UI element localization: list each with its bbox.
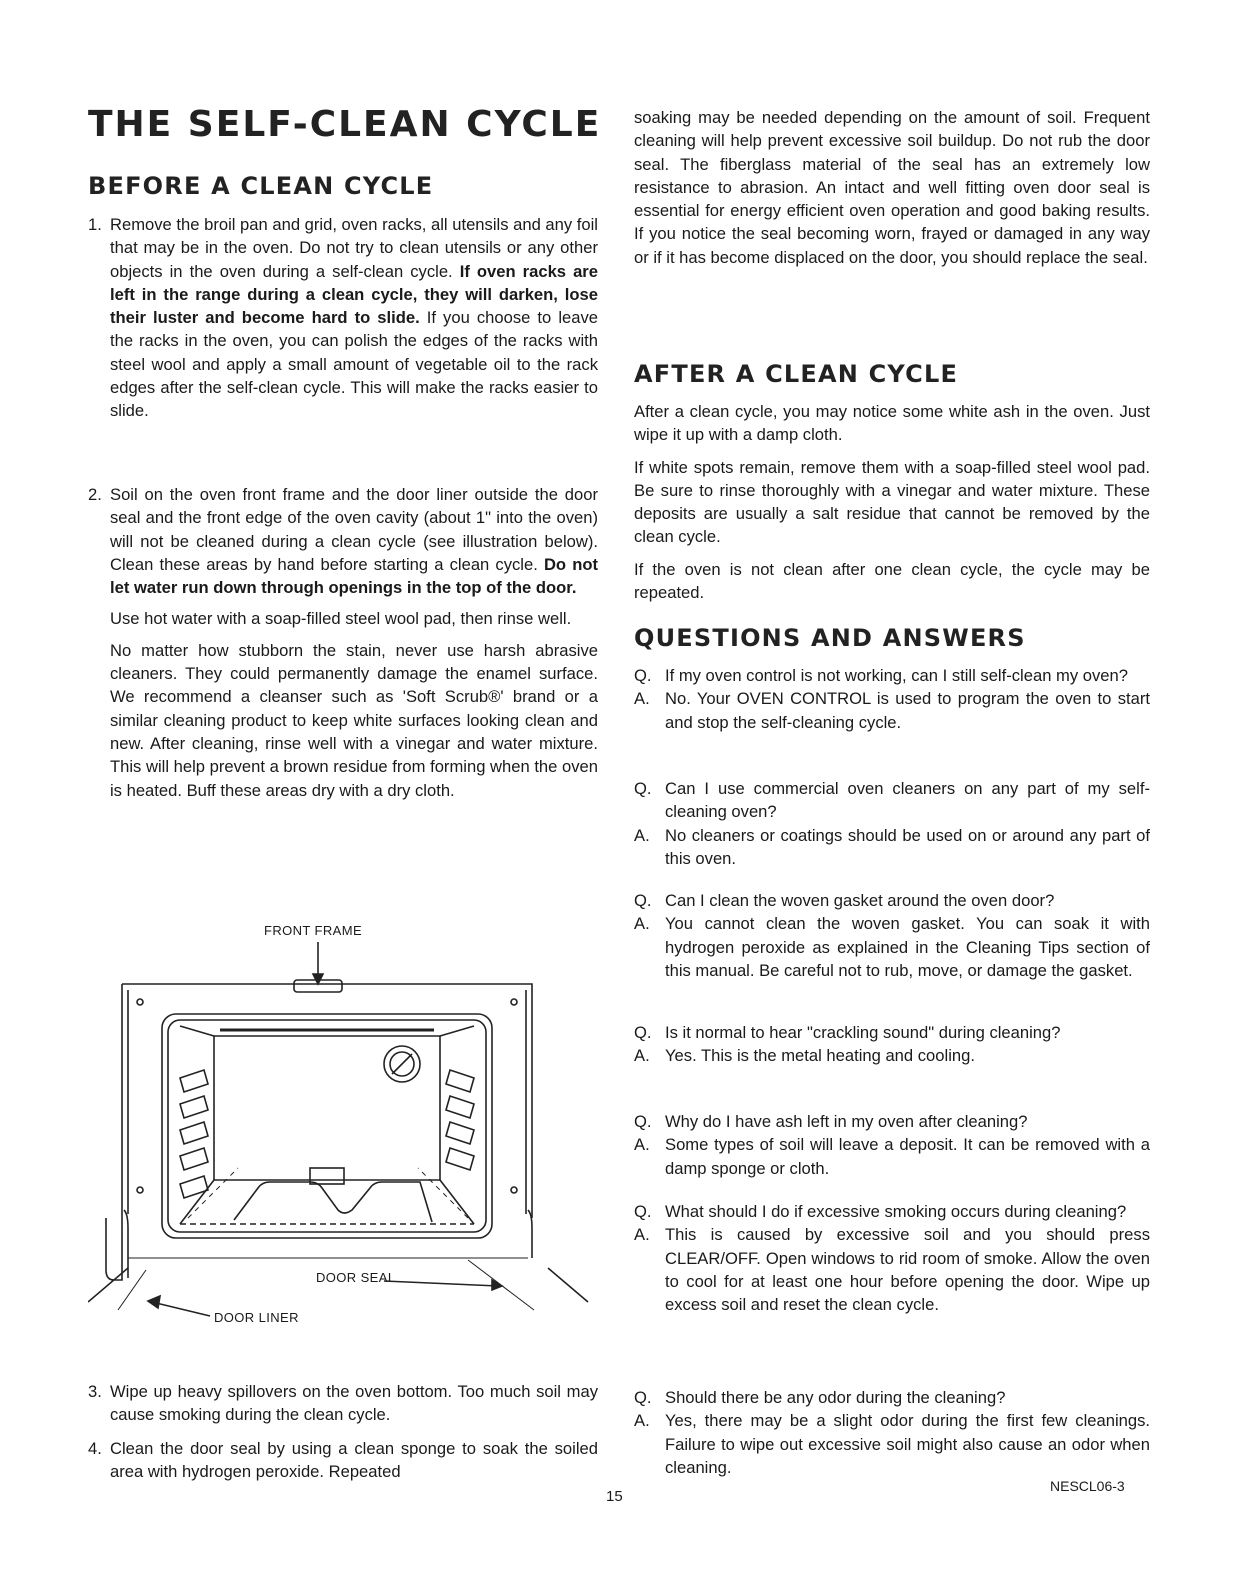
question-row [634, 1021, 1150, 1044]
question-text: Should there be any odor during the cleaning? [665, 1388, 1006, 1407]
a-label: A. [634, 1225, 650, 1245]
after-paragraph-3: If the oven is not clean after one clean cycle, the cycle may be repeated. [634, 559, 1150, 603]
a-label: A. [634, 1135, 650, 1155]
answer-row [634, 912, 1150, 982]
qa-heading: QUESTIONS AND ANSWERS [634, 624, 1026, 652]
door-seal-paragraph: soaking may be needed depending on the amount of soil. Frequent cleaning will help prevent excessive soil buildup. Do not rub the door seal. The fiberglass material of the seal has an extremely low resistance to abrasion. An intact and well fitting oven door seal is essential for energy efficient oven operation and good baking results. If you notice the seal becoming worn, frayed or damaged in any way or if it has become displaced on the door, you should replace the seal. [634, 108, 1150, 267]
q-label: Q. [634, 1023, 652, 1042]
question-text: Can I use commercial oven cleaners on any part of my self-cleaning oven? [665, 779, 1150, 822]
item-paragraph: Use hot water with a soap-filled steel wool pad, then rinse well. [110, 609, 572, 629]
item-text [110, 483, 598, 599]
a-label: A. [634, 1046, 650, 1066]
item-text: Clean the door seal by using a clean sponge to soak the soiled area with hydrogen peroxide. Repeated [110, 1439, 598, 1482]
answer-text: You cannot clean the woven gasket. You can soak it with hydrogen peroxide as explained in the Cleaning Tips section of this manual. Be careful not to rub, move, or damage the gasket. [665, 914, 1150, 980]
q-label: Q. [634, 779, 652, 798]
item-text-part: Remove the broil pan and grid, oven racks, all utensils and any foil that may be in the oven. Do not try to clean utensils or any other objects in the oven during a self-clean cycle. [110, 215, 598, 281]
question-text: Is it normal to hear "crackling sound" during cleaning? [665, 1023, 1061, 1042]
qa-item-1 [634, 664, 1150, 734]
qa-item-5 [634, 1110, 1150, 1180]
page-title: THE SELF-CLEAN CYCLE [88, 104, 602, 145]
item-number: 3. [88, 1382, 102, 1401]
answer-text: Yes. This is the metal heating and cooling. [665, 1046, 975, 1066]
answer-text: No cleaners or coatings should be used on or around any part of this oven. [665, 825, 1150, 868]
answer-row [634, 1133, 1150, 1180]
question-text: Why do I have ash left in my oven after cleaning? [665, 1112, 1028, 1131]
question-row [634, 777, 1150, 824]
after-heading: AFTER A CLEAN CYCLE [634, 360, 959, 388]
item-paragraph: No matter how stubborn the stain, never use harsh abrasive cleaners. They could permanently damage the enamel surface. We recommend a cleanser such as 'Soft Scrub®' brand or a similar cleaning product to keep white surfaces looking clean and new. After cleaning, rinse well with a vinegar and water mixture. This will help prevent a brown residue from forming when the oven is heated. Buff these areas dry with a dry cloth. [110, 640, 598, 800]
item-text-part: Soil on the oven front frame and the door liner outside the door seal and the front edge of the oven cavity (about 1" into the oven) will not be cleaned during a clean cycle (see illustration below). Clean these areas by hand before starting a clean cycle. [110, 485, 598, 574]
item-number: 4. [88, 1439, 102, 1458]
document-code: NESCL06-3 [1050, 1478, 1125, 1494]
answer-row [634, 1409, 1150, 1479]
answer-row [634, 1044, 1150, 1067]
after-section [634, 400, 1150, 604]
q-label: Q. [634, 891, 652, 910]
item-bold-warning: Do not let water run down through openings in the top of the door. [110, 554, 598, 598]
item-number: 1. [88, 215, 102, 234]
a-label: A. [634, 914, 650, 934]
question-row [634, 1110, 1150, 1133]
answer-row [634, 1223, 1150, 1316]
answer-text: This is caused by excessive soil and you should press CLEAR/OFF. Open windows to rid room of smoke. Allow the oven to cool for at least one hour before opening the door. Wipe up excess soil and reset the clean cycle. [665, 1225, 1150, 1315]
qa-item-7 [634, 1386, 1150, 1479]
answer-text: Yes, there may be a slight odor during the first few cleanings. Failure to wipe out excessive soil might also cause an odor when cleaning. [665, 1411, 1150, 1477]
item-text-part: If you choose to leave the racks in the oven, you can polish the edges of the racks with steel wool and apply a small amount of vegetable oil to the rack edges after the self-clean cycle. This will make the racks easier to slide. [110, 308, 598, 421]
before-item-1 [88, 213, 598, 423]
q-label: Q. [634, 1388, 652, 1407]
qa-item-3 [634, 889, 1150, 982]
a-label: A. [634, 825, 650, 845]
item-text: Wipe up heavy spillovers on the oven bottom. Too much soil may cause smoking during the clean cycle. [110, 1382, 598, 1425]
question-text: What should I do if excessive smoking occurs during cleaning? [665, 1202, 1127, 1221]
before-item-4 [88, 1437, 598, 1484]
item-bold-warning: If oven racks are left in the range during a clean cycle, they will darken, lose their luster and become hard to slide. [110, 261, 598, 328]
question-row [634, 1200, 1150, 1223]
before-item-3 [88, 1380, 598, 1427]
page-number: 15 [606, 1488, 623, 1505]
qa-item-6 [634, 1200, 1150, 1316]
q-label: Q. [634, 1202, 652, 1221]
oven-drawing-icon [88, 918, 598, 1338]
answer-row [634, 824, 1150, 871]
before-heading: BEFORE A CLEAN CYCLE [88, 172, 434, 200]
answer-text: No. Your OVEN CONTROL is used to program the oven to start and stop the self-cleaning cycle. [665, 689, 1150, 732]
item-text [110, 213, 598, 423]
answer-row [634, 687, 1150, 734]
after-paragraph-1: After a clean cycle, you may notice some white ash in the oven. Just wipe it up with a damp cloth. [634, 402, 1150, 445]
oven-illustration [88, 918, 598, 1338]
question-row [634, 664, 1150, 687]
door-seal-continued [634, 106, 1150, 269]
question-text: If my oven control is not working, can I still self-clean my oven? [665, 666, 1128, 685]
a-label: A. [634, 689, 650, 709]
q-label: Q. [634, 1112, 652, 1131]
before-item-2 [88, 483, 598, 802]
door-liner-label: DOOR LINER [214, 1310, 299, 1325]
door-seal-label: DOOR SEAL [316, 1270, 396, 1285]
question-text: Can I clean the woven gasket around the oven door? [665, 891, 1055, 910]
question-row [634, 889, 1150, 912]
item-number: 2. [88, 485, 102, 504]
qa-item-2 [634, 777, 1150, 870]
after-paragraph-2: If white spots remain, remove them with a soap-filled steel wool pad. Be sure to rinse thoroughly with a vinegar and water mixture. These deposits are usually a salt residue that cannot be removed by the clean cycle. [634, 457, 1150, 547]
q-label: Q. [634, 666, 652, 685]
a-label: A. [634, 1411, 650, 1431]
answer-text: Some types of soil will leave a deposit. It can be removed with a damp sponge or cloth. [665, 1135, 1150, 1178]
question-row [634, 1386, 1150, 1409]
front-frame-label: FRONT FRAME [264, 923, 363, 938]
qa-item-4 [634, 1021, 1150, 1068]
